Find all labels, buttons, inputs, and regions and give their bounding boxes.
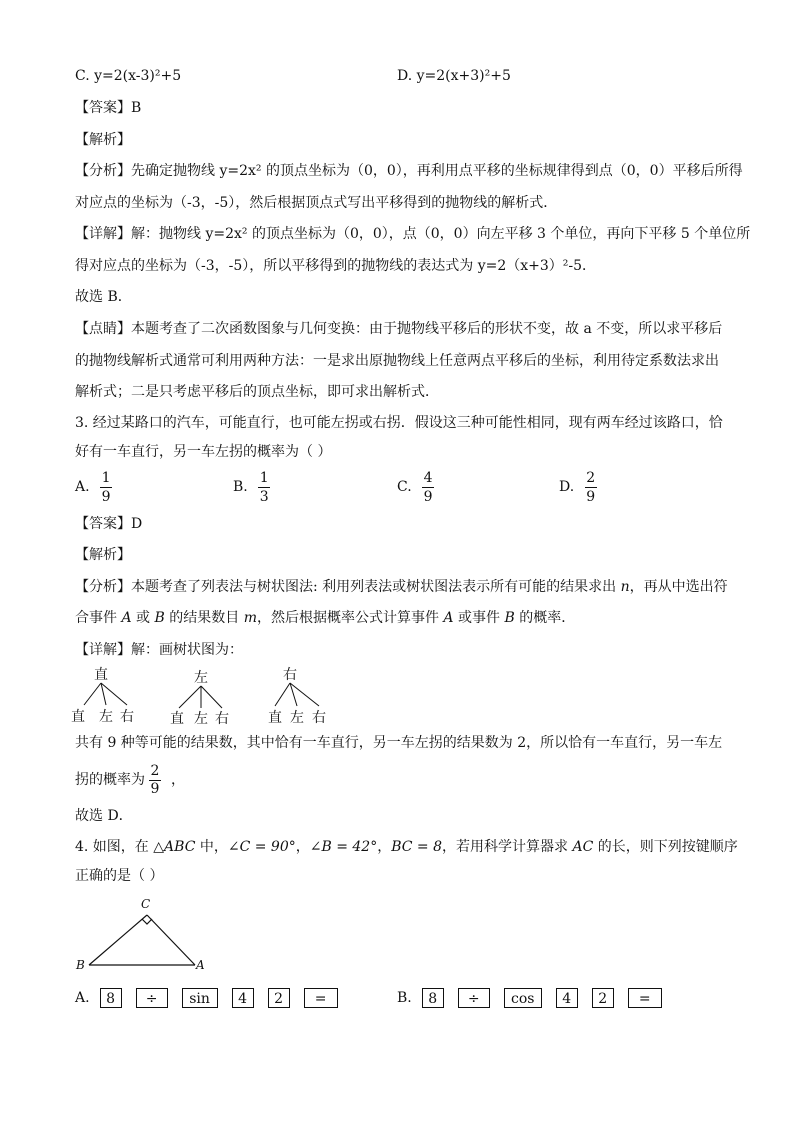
q3-option-d bbox=[559, 465, 597, 509]
tree-leaf: 右 bbox=[215, 711, 229, 727]
q3-choose: 故选 D． bbox=[75, 808, 133, 824]
vertex-b-label: B bbox=[76, 958, 85, 972]
text: 的结果数目 bbox=[164, 610, 244, 626]
text: 或 bbox=[131, 610, 155, 626]
numerator: 4 bbox=[423, 469, 433, 486]
q3-result-line-2 bbox=[75, 760, 185, 800]
numerator: 2 bbox=[586, 469, 596, 486]
key-2: 2 bbox=[268, 988, 290, 1008]
q2-option-d: D. y=2(x+3)²+5 bbox=[397, 68, 511, 84]
key-divide: ÷ bbox=[136, 988, 168, 1008]
denominator: 9 bbox=[586, 488, 596, 505]
fraction bbox=[422, 469, 435, 506]
q3-fenxi-line-2 bbox=[75, 608, 575, 628]
text: ， bbox=[295, 839, 310, 855]
option-label: A. bbox=[75, 990, 90, 1006]
q3-option-a bbox=[75, 465, 112, 509]
tree-leaf: 右 bbox=[120, 709, 134, 725]
q2-fenxi-line-1: 【分析】先确定抛物线 y=2x² 的顶点坐标为（0，0），再利用点平移的坐标规律得到点（0，0）平移后所得 bbox=[75, 163, 743, 179]
text: ， bbox=[171, 772, 185, 788]
key-2: 2 bbox=[592, 988, 614, 1008]
q4-option-a bbox=[75, 986, 352, 1010]
q3-stem-line-1: 3. 经过某路口的汽车，可能直行，也可能左拐或右拐．假设这三种可能性相同，现有两车经过该路口，恰 bbox=[75, 415, 723, 431]
q3-option-b bbox=[233, 465, 271, 509]
var-m: m bbox=[243, 610, 257, 626]
tree-root-1: 直 bbox=[94, 667, 108, 683]
fraction bbox=[258, 469, 271, 506]
var-a: A bbox=[121, 610, 132, 626]
q2-fenxi-line-2: 对应点的坐标为（-3，-5），然后根据顶点式写出平移得到的抛物线的解析式． bbox=[75, 195, 558, 211]
key-8: 8 bbox=[422, 988, 444, 1008]
numerator: 1 bbox=[101, 469, 111, 486]
fraction bbox=[149, 763, 161, 798]
text: 4. 如图，在 bbox=[75, 839, 154, 855]
var-b: B bbox=[154, 610, 165, 626]
key-equals: = bbox=[304, 988, 338, 1008]
text: ， bbox=[377, 839, 392, 855]
numerator: 2 bbox=[150, 762, 160, 779]
numerator: 1 bbox=[259, 469, 269, 486]
denominator: 9 bbox=[101, 488, 111, 505]
key-divide: ÷ bbox=[458, 988, 490, 1008]
option-label: B. bbox=[397, 990, 412, 1006]
text: ，再从中选出符 bbox=[629, 579, 728, 595]
option-label: B. bbox=[233, 479, 248, 495]
q3-fenxi-line-1 bbox=[75, 577, 728, 597]
key-equals: = bbox=[628, 988, 662, 1008]
q2-xiangjie-line-1: 【详解】解：抛物线 y=2x² 的顶点坐标为（0，0），点（0，0）向左平移 3 个单位，再向下平移 5 个单位所 bbox=[75, 226, 751, 242]
side-bc: BC = 8 bbox=[391, 839, 443, 855]
angle-c: ∠C = 90° bbox=[227, 839, 296, 855]
denominator: 9 bbox=[150, 780, 160, 797]
tree-leaf: 左 bbox=[99, 709, 113, 725]
q2-answer: 【答案】B bbox=[75, 100, 142, 116]
q3-result-line-1: 共有 9 种等可能的结果数，其中恰有一车直行，另一车左拐的结果数为 2，所以恰有一车直行，另一车左 bbox=[75, 735, 723, 751]
option-label: A. bbox=[75, 479, 90, 495]
vertex-a-label: A bbox=[196, 958, 205, 972]
q3-analysis-title: 【解析】 bbox=[75, 547, 131, 563]
text: 【分析】本题考查了列表法与树状图法: 利用列表法或树状图法表示所有可能的结果求出 bbox=[75, 579, 621, 595]
q2-dianjing-line-1: 【点睛】本题考查了二次函数图象与几何变换：由于抛物线平移后的形状不变，故 a 不变，所以求平移后 bbox=[75, 321, 723, 337]
var-a: A bbox=[443, 610, 454, 626]
denominator: 3 bbox=[259, 488, 269, 505]
q3-stem-line-2: 好有一车直行，另一车左拐的概率为（ ） bbox=[75, 444, 332, 460]
tree-leaf: 左 bbox=[194, 711, 208, 727]
option-label: C. bbox=[397, 479, 412, 495]
q2-dianjing-line-3: 解析式；二是只考虑平移后的顶点坐标，即可求出解析式． bbox=[75, 384, 439, 400]
side-ac: AC bbox=[572, 839, 594, 855]
triangle-figure bbox=[70, 895, 220, 980]
tree-root-3: 右 bbox=[283, 667, 297, 683]
q3-xiangjie: 【详解】解：画树状图为： bbox=[75, 642, 243, 658]
text: ，若用科学计算器求 bbox=[442, 839, 573, 855]
key-8: 8 bbox=[100, 988, 122, 1008]
angle-b: ∠B = 42° bbox=[309, 839, 378, 855]
text: 或事件 bbox=[453, 610, 505, 626]
tree-leaf: 直 bbox=[268, 710, 282, 726]
key-cos: cos bbox=[504, 988, 542, 1008]
fraction bbox=[100, 469, 113, 506]
q3-answer: 【答案】D bbox=[75, 516, 143, 532]
q2-dianjing-line-2: 的抛物线解析式通常可利用两种方法：一是求出原抛物线上任意两点平移后的坐标，利用待定系数法求出 bbox=[75, 353, 719, 369]
key-4: 4 bbox=[232, 988, 254, 1008]
var-n: n bbox=[620, 579, 630, 595]
text: 合事件 bbox=[75, 610, 122, 626]
text: 中， bbox=[195, 839, 228, 855]
var-b: B bbox=[504, 610, 515, 626]
tree-leaf: 直 bbox=[71, 709, 85, 725]
text: 的概率． bbox=[514, 610, 576, 626]
key-sin: sin bbox=[182, 988, 218, 1008]
q2-xiangjie-line-2: 得对应点的坐标为（-3，-5），所以平移得到的抛物线的表达式为 y=2（x+3）²-5． bbox=[75, 258, 597, 274]
tree-leaf: 左 bbox=[290, 710, 304, 726]
triangle-symbol: △ABC bbox=[153, 839, 196, 855]
fraction bbox=[584, 469, 597, 506]
q2-choose: 故选 B． bbox=[75, 289, 132, 305]
denominator: 9 bbox=[423, 488, 433, 505]
q3-option-c bbox=[397, 465, 435, 509]
vertex-c-label: C bbox=[141, 897, 151, 911]
q4-option-b bbox=[397, 986, 676, 1010]
tree-leaf: 直 bbox=[170, 711, 184, 727]
q3-options bbox=[75, 465, 715, 509]
q2-option-c: C. y=2(x-3)²+5 bbox=[75, 68, 182, 84]
q4-stem-line-1 bbox=[75, 837, 738, 857]
option-label: D. bbox=[559, 479, 575, 495]
text: ，然后根据概率公式计算事件 bbox=[256, 610, 444, 626]
text: 的长，则下列按键顺序 bbox=[593, 839, 738, 855]
q4-stem-line-2: 正确的是（ ） bbox=[75, 868, 164, 884]
text: 拐的概率为 bbox=[75, 772, 145, 788]
tree-leaf: 右 bbox=[312, 710, 326, 726]
key-4: 4 bbox=[556, 988, 578, 1008]
tree-root-2: 左 bbox=[194, 670, 208, 686]
q2-analysis-title: 【解析】 bbox=[75, 132, 131, 148]
